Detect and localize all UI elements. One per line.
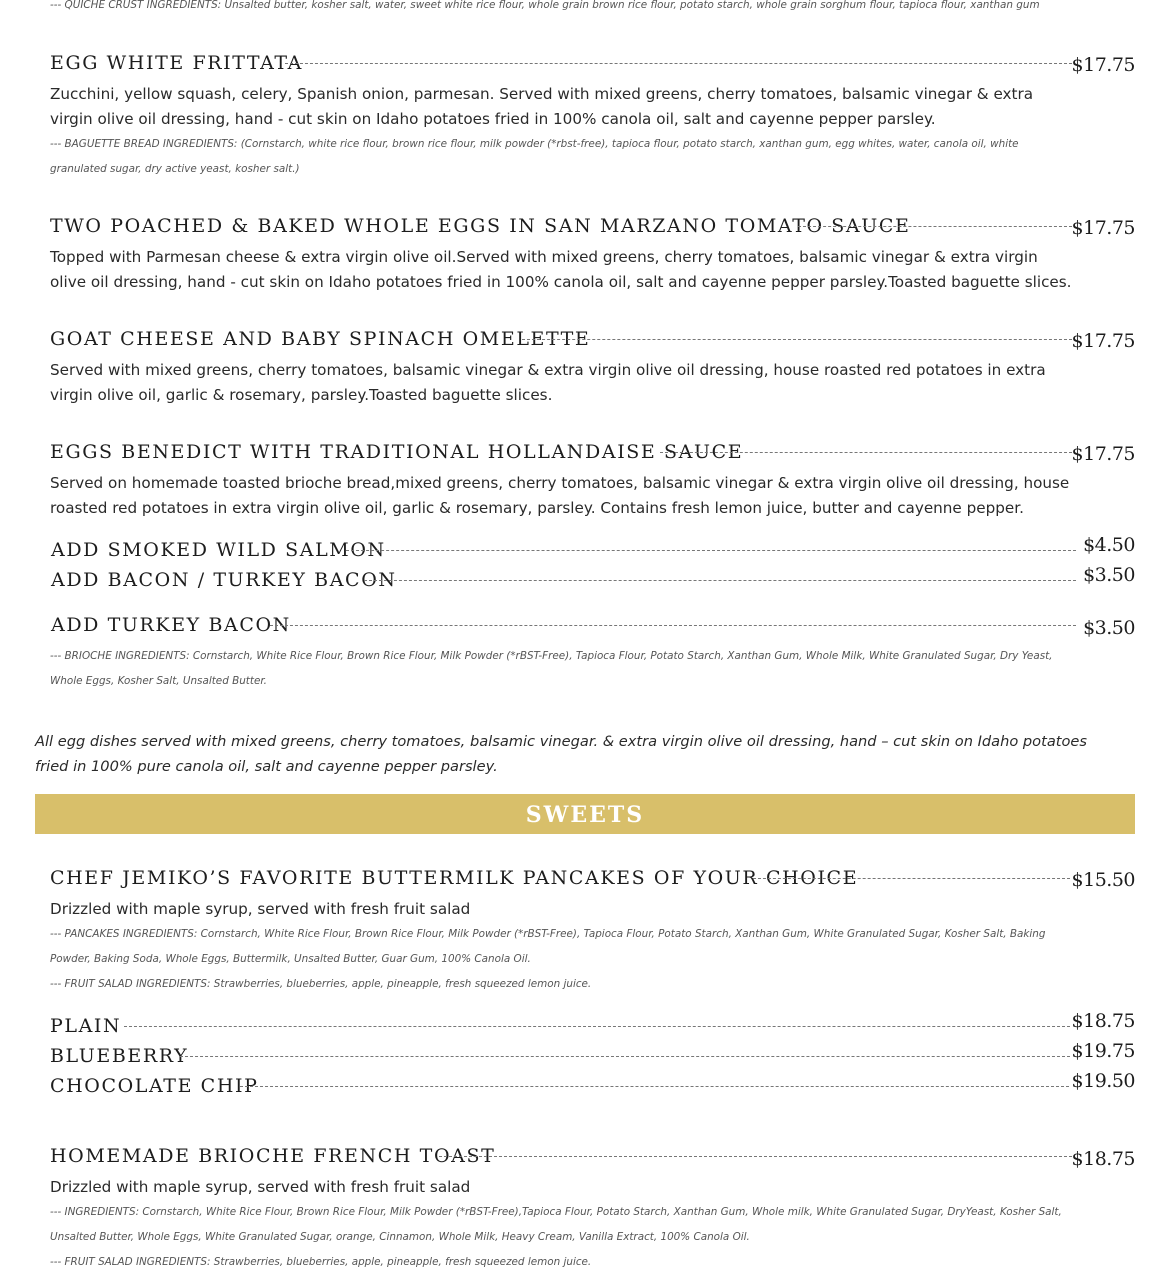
dotted-leader [346,550,1076,551]
item-ingredients: --- BAGUETTE BREAD INGREDIENTS: (Cornstarch, white rice flour, brown rice flour, milk powder (*rbst-free), tapioca flour, potato starch, xanthan gum, egg whites, water, canola oil, white granulated sugar, dry active yeast, kosher salt.) [50,138,1019,175]
egg-dishes-note: All egg dishes served with mixed greens, cherry tomatoes, balsamic vinegar. & extra virgin olive oil dressing, hand – cut skin on Idaho potatoes fried in 100% pure canola oil, salt and cayenne pepper parsley. [35,733,1088,775]
option-price: $18.75 [1071,1010,1135,1032]
quiche-crust-ingredients: --- QUICHE CRUST INGREDIENTS: Unsalted butter, kosher salt, water, sweet white rice flour, whole grain brown rice flour, potato starch, whole grain sorghum flour, tapioca flour, xanthan gum [50,0,1040,11]
dotted-leader [798,226,1072,227]
item-description: Drizzled with maple syrup, served with fresh fruit salad [50,900,471,918]
item-description: Zucchini, yellow squash, celery, Spanish onion, parmesan. Served with mixed greens, cherry tomatoes, balsamic vinegar & extra virgin olive oil dressing, hand - cut skin on Idaho potatoes fried in 100% canola oil, salt and cayenne pepper parsley. [50,85,1034,128]
option-price: $19.75 [1071,1040,1135,1062]
item-title: HOMEMADE BRIOCHE FRENCH TOAST [50,1145,496,1167]
addon-price: $3.50 [1083,564,1135,586]
dotted-leader [270,625,1076,626]
item-price: $17.75 [1071,330,1135,352]
french-toast-ingredients: --- INGREDIENTS: Cornstarch, White Rice Flour, Brown Rice Flour, Milk Powder (*rBST-Free),Tapioca Flour, Potato Starch, Xanthan Gum, Whole milk, White Granulated Sugar, DryYeast, Kosher Salt, Unsalted Butter, Whole Eggs, White Granulated Sugar, orange, Cinnamon, Whole Milk, Heavy Cream, Vanilla Extract, 100% Canola Oil. [50,1206,1062,1243]
dotted-leader [285,63,1072,64]
dotted-leader [364,580,1076,581]
addon-price: $4.50 [1083,534,1135,556]
item-price: $15.50 [1071,869,1135,891]
option-title: CHOCOLATE CHIP [50,1075,259,1097]
option-title: PLAIN [50,1015,122,1037]
dotted-leader [439,1156,1072,1157]
item-description: Topped with Parmesan cheese & extra virgin olive oil.Served with mixed greens, cherry tomatoes, balsamic vinegar & extra virgin olive oil dressing, hand - cut skin on Idaho potatoes fried in 100% canola oil, salt and cayenne pepper parsley.Toasted baguette slices. [50,248,1072,291]
dotted-leader [660,452,1072,453]
pancakes-ingredients: --- PANCAKES INGREDIENTS: Cornstarch, White Rice Flour, Brown Rice Flour, Milk Powder (*rBST-Free), Tapioca Flour, Potato Starch, Xanthan Gum, White Granulated Sugar, Kosher Salt, Baking Powder, Baking Soda, Whole Eggs, Buttermilk, Unsalted Butter, Guar Gum, 100% Canola Oil. [50,928,1046,965]
item-title: EGGS BENEDICT WITH TRADITIONAL HOLLANDAISE SAUCE [50,441,744,463]
dotted-leader [180,1056,1070,1057]
item-description: Drizzled with maple syrup, served with fresh fruit salad [50,1178,471,1196]
option-title: BLUEBERRY [50,1045,189,1067]
addon-price: $3.50 [1083,617,1135,639]
item-title: TWO POACHED & BAKED WHOLE EGGS IN SAN MARZANO TOMATO SAUCE [50,215,911,237]
addon-title: ADD SMOKED WILD SALMON [51,539,386,561]
addon-title: ADD TURKEY BACON [51,614,291,636]
item-description: Served on homemade toasted brioche bread,mixed greens, cherry tomatoes, balsamic vinegar & extra virgin olive oil dressing, house roasted red potatoes in extra virgin olive oil, garlic & rosemary, parsley. Contains fresh lemon juice, butter and cayenne pepper. [50,474,1070,517]
sweets-section-header [35,794,1135,834]
item-title: GOAT CHEESE AND BABY SPINACH OMELETTE [50,328,591,350]
dotted-leader [240,1086,1069,1087]
dotted-leader [124,1026,1070,1027]
option-price: $19.50 [1071,1070,1135,1092]
item-description: Served with mixed greens, cherry tomatoes, balsamic vinegar & extra virgin olive oil dressing, house roasted red potatoes in extra virgin olive oil, garlic & rosemary, parsley.Toasted baguette slices. [50,361,1046,404]
brioche-ingredients: --- BRIOCHE INGREDIENTS: Cornstarch, White Rice Flour, Brown Rice Flour, Milk Powder (*rBST-Free), Tapioca Flour, Potato Starch, Xanthan Gum, Whole Milk, White Granulated Sugar, Dry Yeast, Whole Eggs, Kosher Salt, Unsalted Butter. [50,650,1053,687]
addon-title: ADD BACON / TURKEY BACON [51,569,397,591]
fruit-salad-ingredients: --- FRUIT SALAD INGREDIENTS: Strawberries, blueberries, apple, pineapple, fresh squeezed lemon juice. [50,978,592,990]
item-price: $17.75 [1071,54,1135,76]
item-price: $17.75 [1071,217,1135,239]
fruit-salad-ingredients: --- FRUIT SALAD INGREDIENTS: Strawberries, blueberries, apple, pineapple, fresh squeezed lemon juice. [50,1256,592,1268]
dotted-leader [753,878,1070,879]
item-price: $17.75 [1071,443,1135,465]
sweets-heading: SWEETS [525,802,645,828]
item-price: $18.75 [1071,1148,1135,1170]
dotted-leader [522,339,1072,340]
item-title: EGG WHITE FRITTATA [50,52,303,74]
item-title: CHEF JEMIKO’S FAVORITE BUTTERMILK PANCAKES OF YOUR CHOICE [50,867,859,889]
